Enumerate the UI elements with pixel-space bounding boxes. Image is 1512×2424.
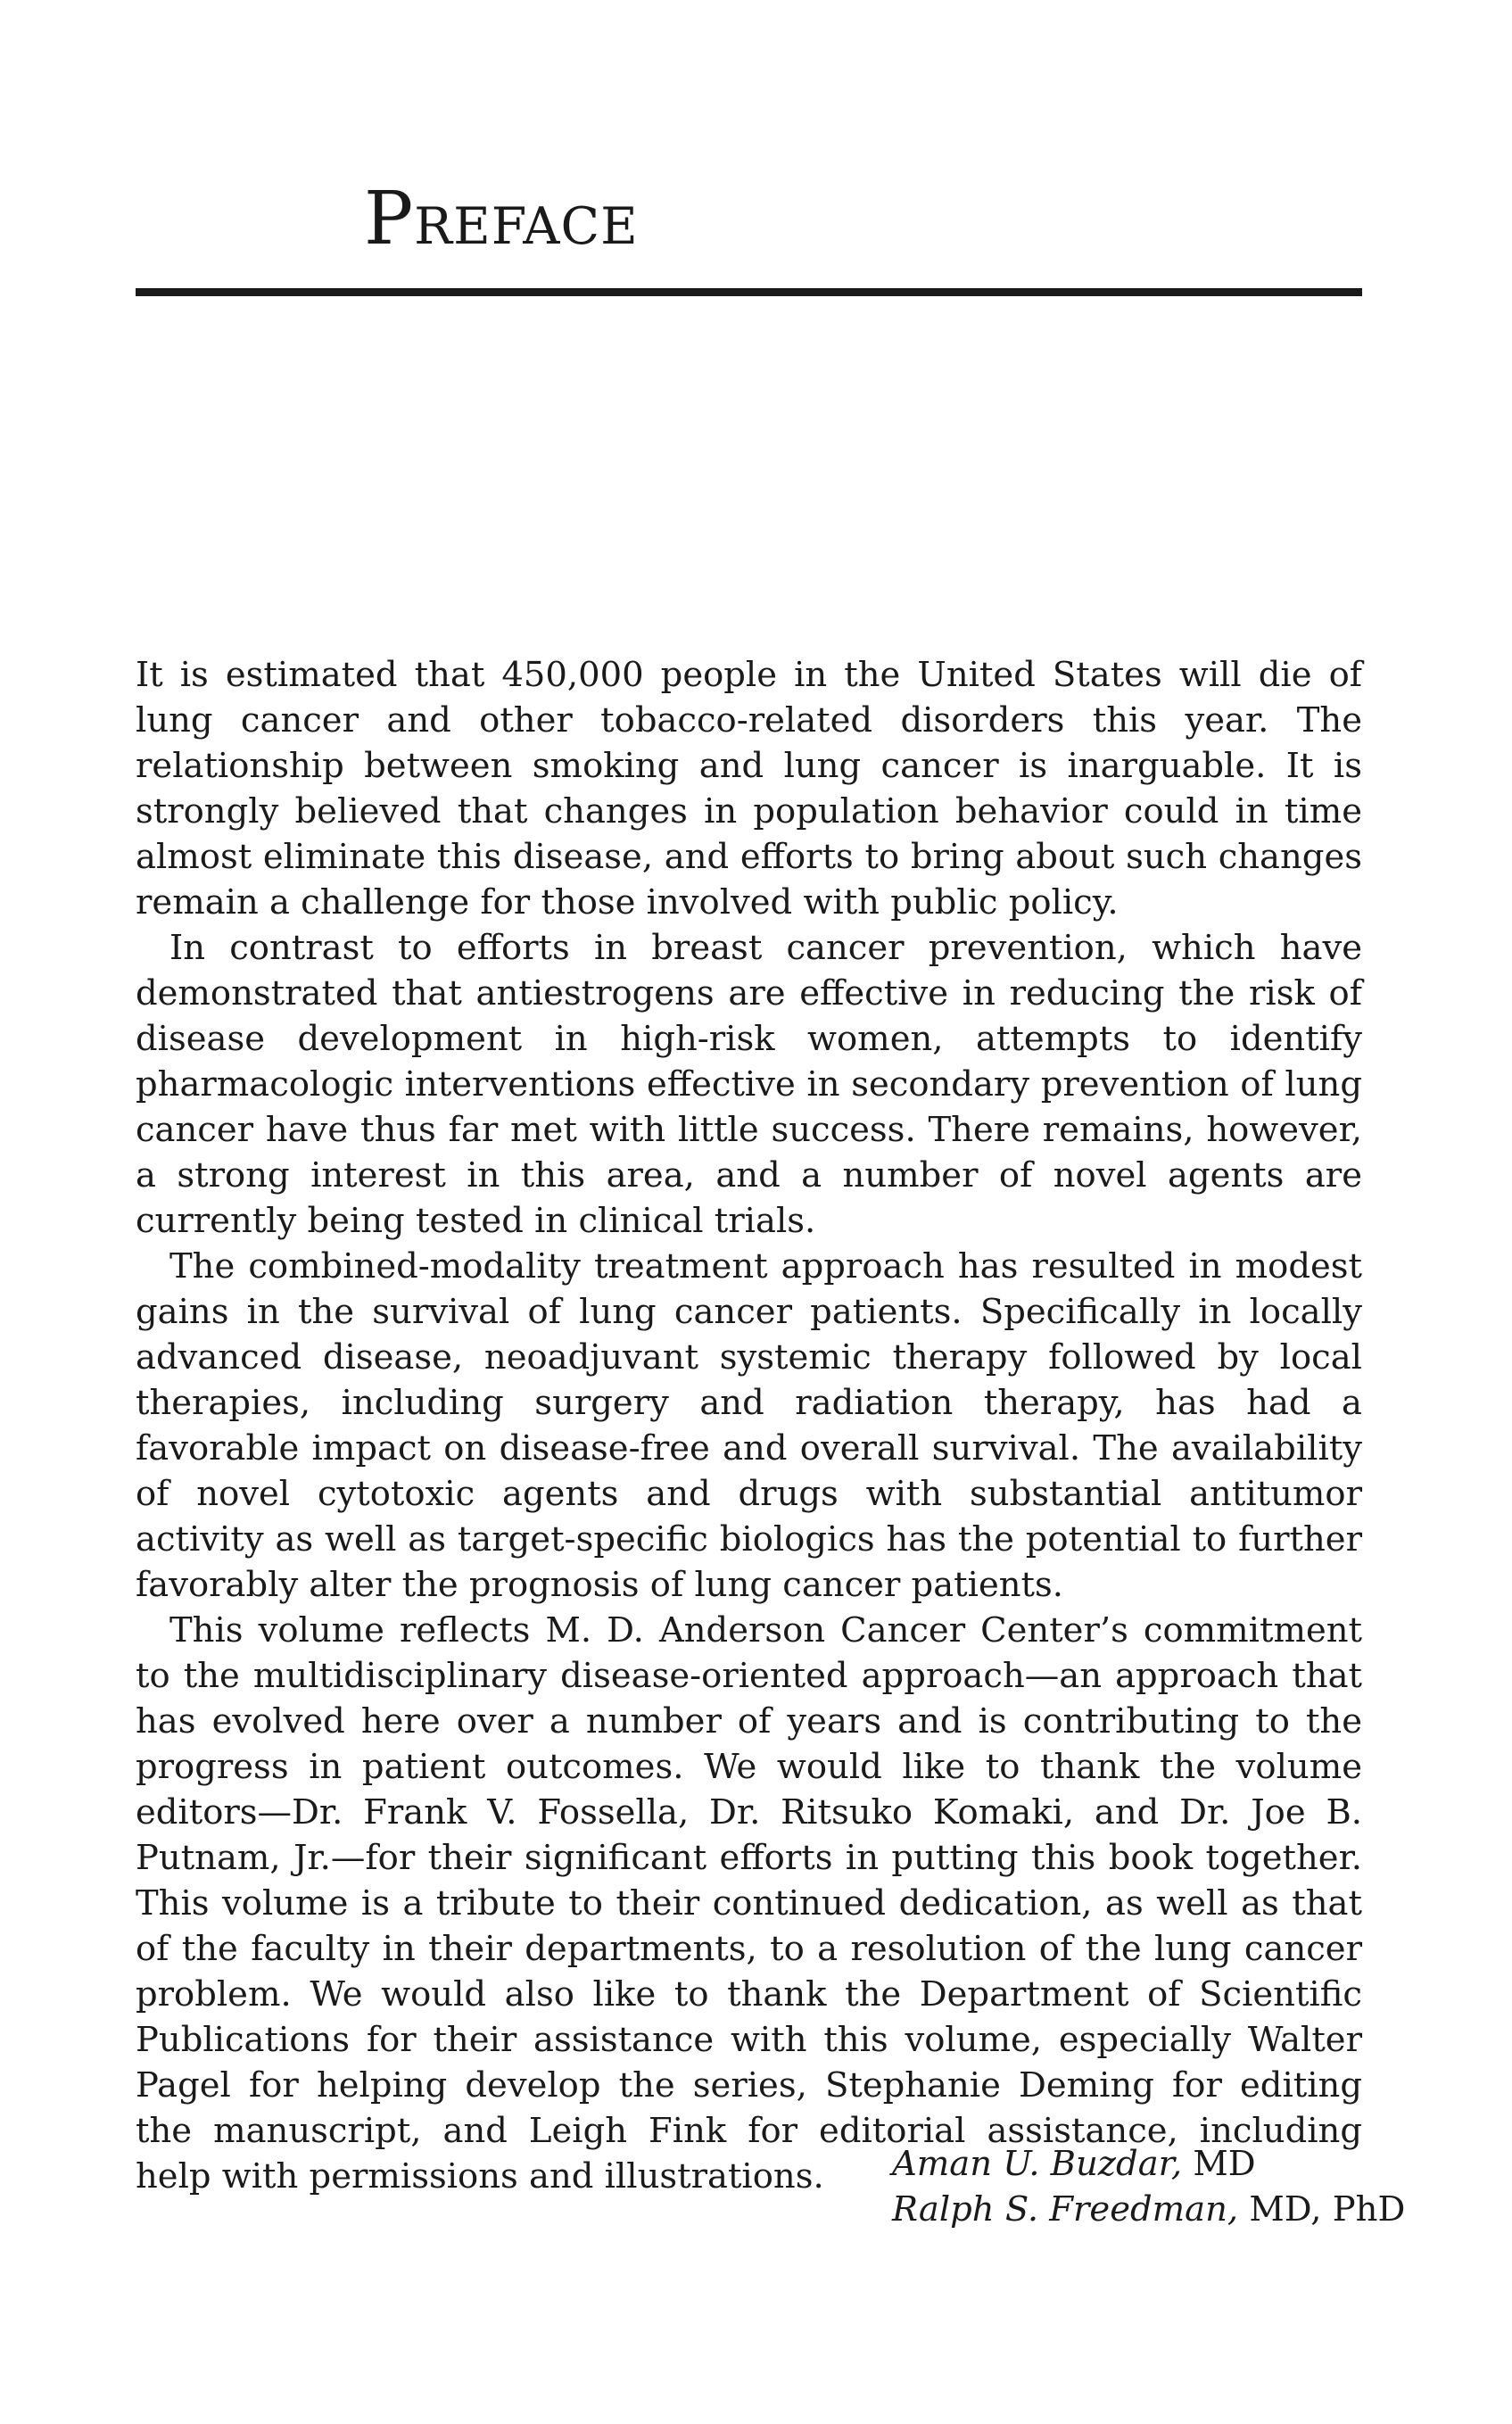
page-title: Preface: [364, 177, 639, 261]
paragraph: This volume reflects M. D. Anderson Cancer Center’s commitment to the multidisciplinary disease-oriented approach—an approach that has evolved here over a number of years and is contributing to the progress in patient outcomes. We would like to thank the volume editors—Dr. Frank V. Fossella, Dr. Ritsuko Komaki, and Dr. Joe B. Putnam, Jr.—for their significant efforts in putting this book together. This volume is a tribute to their continued dedication, as well as that of the faculty in their departments, to a resolution of the lung cancer problem. We would also like to thank the Department of Scientific Publications for their assistance with this volume, especially Walter Pagel for helping develop the series, Stephanie Deming for editing the manuscript, and Leigh Fink for editorial assistance, including help with permissions and illustrations.: [136, 1610, 1362, 2196]
signature-credentials: MD, PhD: [1238, 2189, 1406, 2230]
signature-line: [892, 2187, 1406, 2232]
preface-body: [136, 652, 1362, 2199]
paragraph: It is estimated that 450,000 people in the United States will die of lung cancer and other tobacco-related disorders this year. The relationship between smoking and lung cancer is inarguable. It is strongly believed that changes in population behavior could in time almost eliminate this disease, and efforts to bring about such changes remain a challenge for those involved with public policy.: [136, 655, 1362, 922]
paragraph: In contrast to efforts in breast cancer prevention, which have demonstrated that antiestrogens are effective in reducing the risk of disease development in high-risk women, attempts to identify pharmacologic interventions effective in secondary prevention of lung cancer have thus far met with little success. There remains, however, a strong interest in this area, and a number of novel agents are currently being tested in clinical trials.: [136, 928, 1362, 1241]
signature-line: [892, 2141, 1362, 2187]
signature-name: Aman U. Buzdar,: [892, 2144, 1183, 2184]
title-rule: [136, 288, 1362, 296]
signature-block: [892, 2141, 1406, 2232]
signature-name: Ralph S. Freedman,: [892, 2189, 1239, 2230]
paragraph: The combined-modality treatment approach has resulted in modest gains in the survival of lung cancer patients. Specifically in locally advanced disease, neoadjuvant systemic therapy followed by local therapies, including surgery and radiation therapy, has had a favorable impact on disease-free and overall survival. The availability of novel cytotoxic agents and drugs with substantial antitumor activity as well as target-specific biologics has the potential to further favorably alter the prognosis of lung cancer patients.: [136, 1246, 1362, 1605]
signature-credentials: MD: [1182, 2144, 1256, 2184]
